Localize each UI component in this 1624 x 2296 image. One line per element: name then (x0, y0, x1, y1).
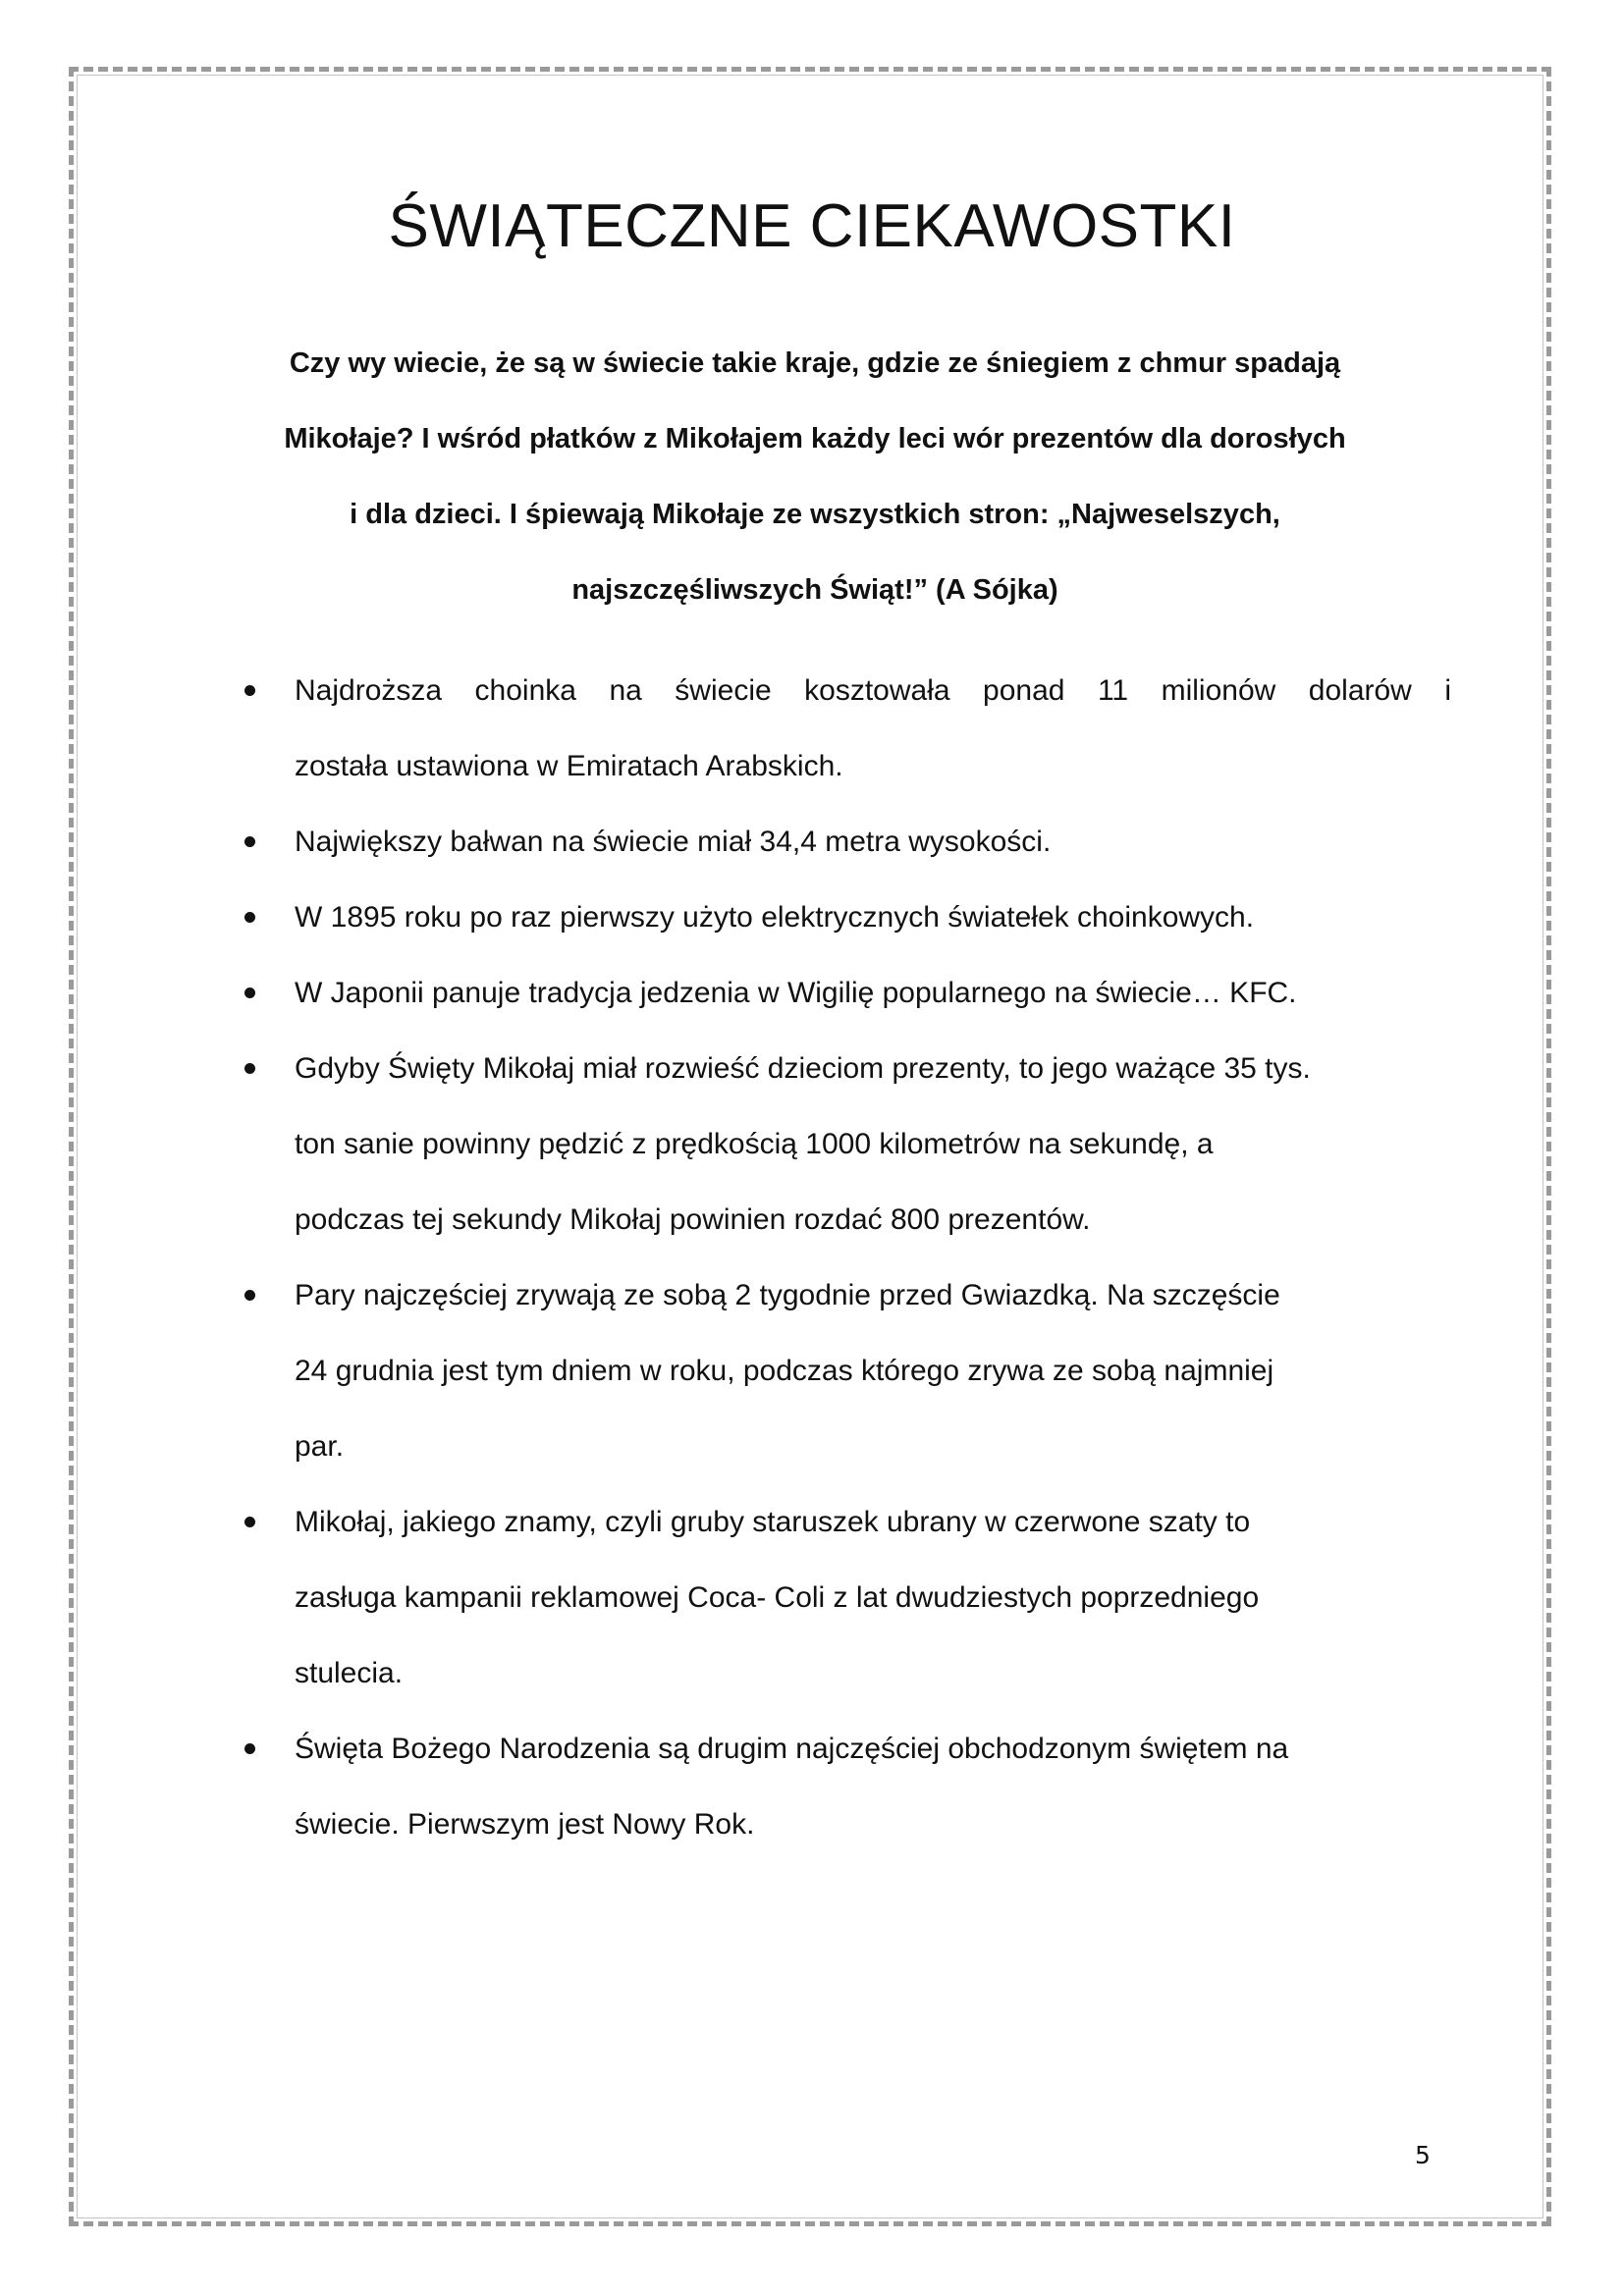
fact-line: Święta Bożego Narodzenia są drugim najczęściej obchodzonym świętem na (295, 1733, 1289, 1765)
fact-line: W 1895 roku po raz pierwszy użyto elektrycznych światełek choinkowych. (295, 901, 1255, 934)
fact-line: Mikołaj, jakiego znamy, czyli gruby staruszek ubrany w czerwone szaty to (295, 1506, 1251, 1538)
fact-line: 24 grudnia jest tym dniem w roku, podczas którego zrywa ze sobą najmniej (295, 1355, 1274, 1387)
page-number: 5 (1415, 2141, 1431, 2169)
bullet-icon (244, 912, 255, 923)
fact-line: ton sanie powinny pędzić z prędkością 1000 kilometrów na sekundę, a (295, 1128, 1214, 1160)
bullet-icon (244, 1063, 255, 1074)
bullet-icon (244, 988, 255, 998)
bullet-icon (244, 685, 255, 696)
fact-item (295, 955, 1451, 1031)
fact-item (295, 653, 1451, 804)
page-title: ŚWIĄTECZNE CIEKAWOSTKI (388, 192, 1236, 260)
facts-list (295, 653, 1451, 1862)
poem-line: i dla dzieci. I śpiewają Mikołaje ze wszystkich stron: „Najweselszych, (350, 499, 1280, 530)
bullet-icon (244, 1743, 255, 1754)
fact-line: Najdroższa choinka na świecie kosztowała ponad 11 milionów dolarów i (295, 674, 1451, 707)
fact-item (295, 1484, 1451, 1711)
fact-line: podczas tej sekundy Mikołaj powinien rozdać 800 prezentów. (295, 1203, 1091, 1236)
poem-line: Mikołaje? I wśród płatków z Mikołajem każdy leci wór prezentów dla dorosłych (284, 423, 1346, 454)
fact-line: Gdyby Święty Mikołaj miał rozwieść dzieciom prezenty, to jego ważące 35 tys. (295, 1052, 1311, 1085)
fact-line: zasługa kampanii reklamowej Coca- Coli z lat dwudziestych poprzedniego (295, 1581, 1260, 1614)
bullet-icon (244, 1517, 255, 1527)
poem-line: najszczęśliwszych Świąt!” (A Sójka) (571, 574, 1058, 606)
fact-item (295, 1711, 1451, 1862)
fact-line: Największy bałwan na świecie miał 34,4 metra wysokości. (295, 826, 1052, 858)
fact-line: świecie. Pierwszym jest Nowy Rok. (295, 1808, 755, 1841)
bullet-icon (244, 1290, 255, 1301)
fact-line: została ustawiona w Emiratach Arabskich. (295, 750, 843, 782)
fact-line: Pary najczęściej zrywają ze sobą 2 tygodnie przed Gwiazdką. Na szczęście (295, 1279, 1280, 1311)
fact-item (295, 804, 1451, 880)
fact-line: stulecia. (295, 1657, 404, 1689)
fact-line: W Japonii panuje tradycja jedzenia w Wigilię popularnego na świecie… KFC. (295, 977, 1297, 1009)
bullet-icon (244, 836, 255, 847)
fact-item (295, 1031, 1451, 1257)
poem-line: Czy wy wiecie, że są w świecie takie kraje, gdzie ze śniegiem z chmur spadają (289, 347, 1341, 379)
fact-item (295, 880, 1451, 955)
fact-item (295, 1257, 1451, 1484)
fact-line: par. (295, 1430, 345, 1463)
poem-quote (177, 326, 1453, 628)
